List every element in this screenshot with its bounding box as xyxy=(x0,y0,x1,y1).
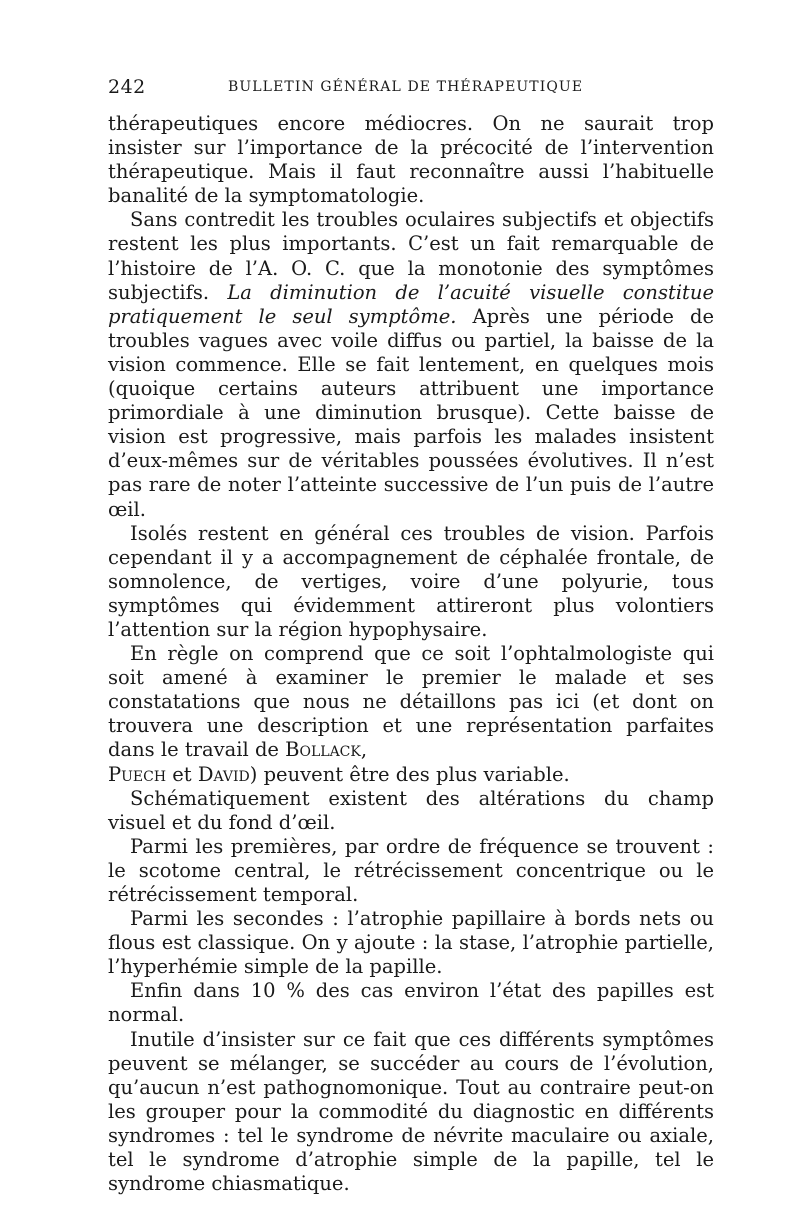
paragraph-normal-papillae: Enfin dans 10 % des cas environ l’état des papilles est normal. xyxy=(108,979,714,1027)
paragraph-field-alterations: Parmi les premières, par ordre de fréquence se trouvent : le scotome central, le rétrécissement concentrique ou le rétrécissement temporal. xyxy=(108,834,714,906)
paragraph-isolated-troubles: Isolés restent en général ces troubles de vision. Parfois cependant il y a accompagnement de céphalée frontale, de somnolence, de vertiges, voire d’une polyurie, tous symptômes qui évidemment attireront plus volontiers l’attention sur la région hypophysaire. xyxy=(108,521,714,641)
paragraph-schematic: Schématiquement existent des altérations du champ visuel et du fond d’œil. xyxy=(108,786,714,834)
author-name: David xyxy=(197,762,250,786)
author-name: Puech xyxy=(108,762,167,786)
author-name: Bollack, xyxy=(285,738,368,762)
paragraph-syndromes: Inutile d’insister sur ce fait que ces différents symptômes peuvent se mélanger, se succéder au cours de l’évolution, qu’aucun n’est pathognomonique. Tout au contraire peut-on les grouper pour la commodité du diagnostic en différents syndromes : tel le syndrome de névrite maculaire ou axiale, tel le syndrome d’atrophie simple de la papille, tel le syndrome chiasmatique. xyxy=(108,1027,714,1196)
paragraph-text: et xyxy=(166,762,198,786)
emphasized-statement: La diminution de l’acuité visuelle constitue pratiquement le seul symptôme. xyxy=(108,280,714,328)
journal-title: BULLETIN GÉNÉRAL DE THÉRAPEUTIQUE xyxy=(228,79,584,95)
paragraph-text: ) peuvent être des plus variable. xyxy=(249,762,570,786)
paragraph-text: Après une période de troubles vagues avec voile diffus ou partiel, la baisse de la vision commence. Elle se fait lentement, en quelques mois (quoique certains auteurs attribuent une importance primordiale à une diminution brusque). Cette baisse de vision est progressive, mais parfois les malades insistent d’eux-mêmes sur de véritables poussées évolutives. Il n’est pas rare de noter l’atteinte successive de l’un puis de l’autre œil. xyxy=(108,304,714,521)
paragraph-text: Sans contredit les troubles oculaires subjectifs et objectifs restent les plus importants. C’est un fait remarquable de l’histoire de l’A. O. C. que la monotonie des symptômes subjectifs. xyxy=(108,208,714,304)
body-text xyxy=(108,112,714,1196)
paragraph-ocular-troubles xyxy=(108,208,714,521)
page-number: 242 xyxy=(108,76,146,98)
paragraph-continuation: thérapeutiques encore médiocres. On ne saurait trop insister sur l’importance de la précocité de l’intervention thérapeutique. Mais il faut reconnaître aussi l’habituelle banalité de la symptomatologie. xyxy=(108,112,714,208)
running-head xyxy=(108,76,714,102)
paragraph-fundus-alterations: Parmi les secondes : l’atrophie papillaire à bords nets ou flous est classique. On y ajoute : la stase, l’atrophie partielle, l’hyperhémie simple de la papille. xyxy=(108,907,714,979)
paragraph-ophthalmologist xyxy=(108,642,714,787)
paragraph-text: En règle on comprend que ce soit l’ophtalmologiste qui soit amené à examiner le premier le malade et ses constatations que nous ne détaillons pas ici (et dont on trouvera une description et une représentation parfaites dans le travail de xyxy=(108,642,714,762)
